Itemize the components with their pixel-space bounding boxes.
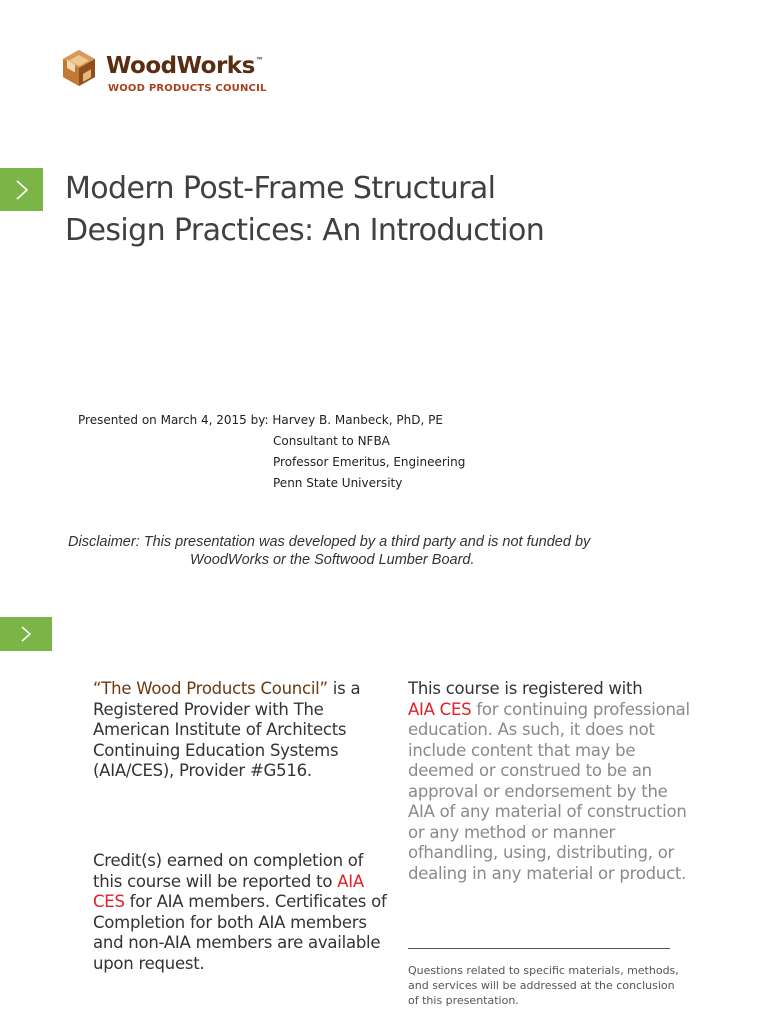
credits-paragraph [93, 851, 393, 974]
title-line-1: Modern Post-Frame Structural [65, 171, 496, 206]
presenter-affiliation-3: Penn State University [273, 476, 403, 490]
questions-note: Questions related to specific materials, methods, and services will be addressed at the conclusion of this presentation. [408, 964, 679, 1007]
provider-paragraph [93, 679, 393, 782]
provider-name: “The Wood Products Council” [93, 679, 328, 698]
woodworks-logo-icon [62, 49, 96, 87]
registration-text: for continuing professional education. As such, it does not include content that may be deemed or construed to be an approval or endorsement by the AIA of any material of construction or any method or manner ofhandling, using, distributing, or dealing in any material or product. [408, 699, 690, 883]
logo-subtitle: WOOD PRODUCTS COUNCIL [108, 83, 267, 94]
divider [408, 948, 670, 949]
logo-trademark: ™ [255, 56, 264, 65]
presenter-affiliation-2: Professor Emeritus, Engineering [273, 455, 466, 469]
disclaimer-line-2: WoodWorks or the Softwood Lumber Board. [190, 552, 475, 568]
title-line-2: Design Practices: An Introduction [65, 213, 545, 248]
credits-text-rest: for AIA members. Certificates of Completion for both AIA members and non-AIA members are available upon request. [93, 892, 387, 973]
chevron-right-icon [15, 179, 29, 201]
provider-text: is a Registered Provider with The American Institute of Architects Continuing Education Systems (AIA/CES), Provider #G516. [93, 679, 361, 780]
disclaimer-line-1: Disclaimer: This presentation was developed by a third party and is not funded by [68, 534, 591, 550]
credits-text-start: Credit(s) earned on completion of this course will be reported to [93, 851, 364, 891]
chevron-right-icon [20, 625, 32, 643]
section-marker-tab [0, 168, 43, 211]
logo-name: WoodWorks [106, 53, 255, 79]
aia-ces-highlight-2: AIA CES [408, 699, 472, 719]
section-marker-tab-2 [0, 617, 52, 651]
logo-wordmark [106, 53, 263, 79]
registration-intro: This course is registered with [408, 679, 643, 698]
page-title [65, 168, 705, 252]
aia-ces-highlight: AIA CES [93, 871, 364, 911]
presenter-line: Presented on March 4, 2015 by: Harvey B. Manbeck, PhD, PE [78, 413, 443, 427]
presenter-affiliation-1: Consultant to NFBA [273, 434, 390, 448]
registration-paragraph [408, 679, 698, 884]
